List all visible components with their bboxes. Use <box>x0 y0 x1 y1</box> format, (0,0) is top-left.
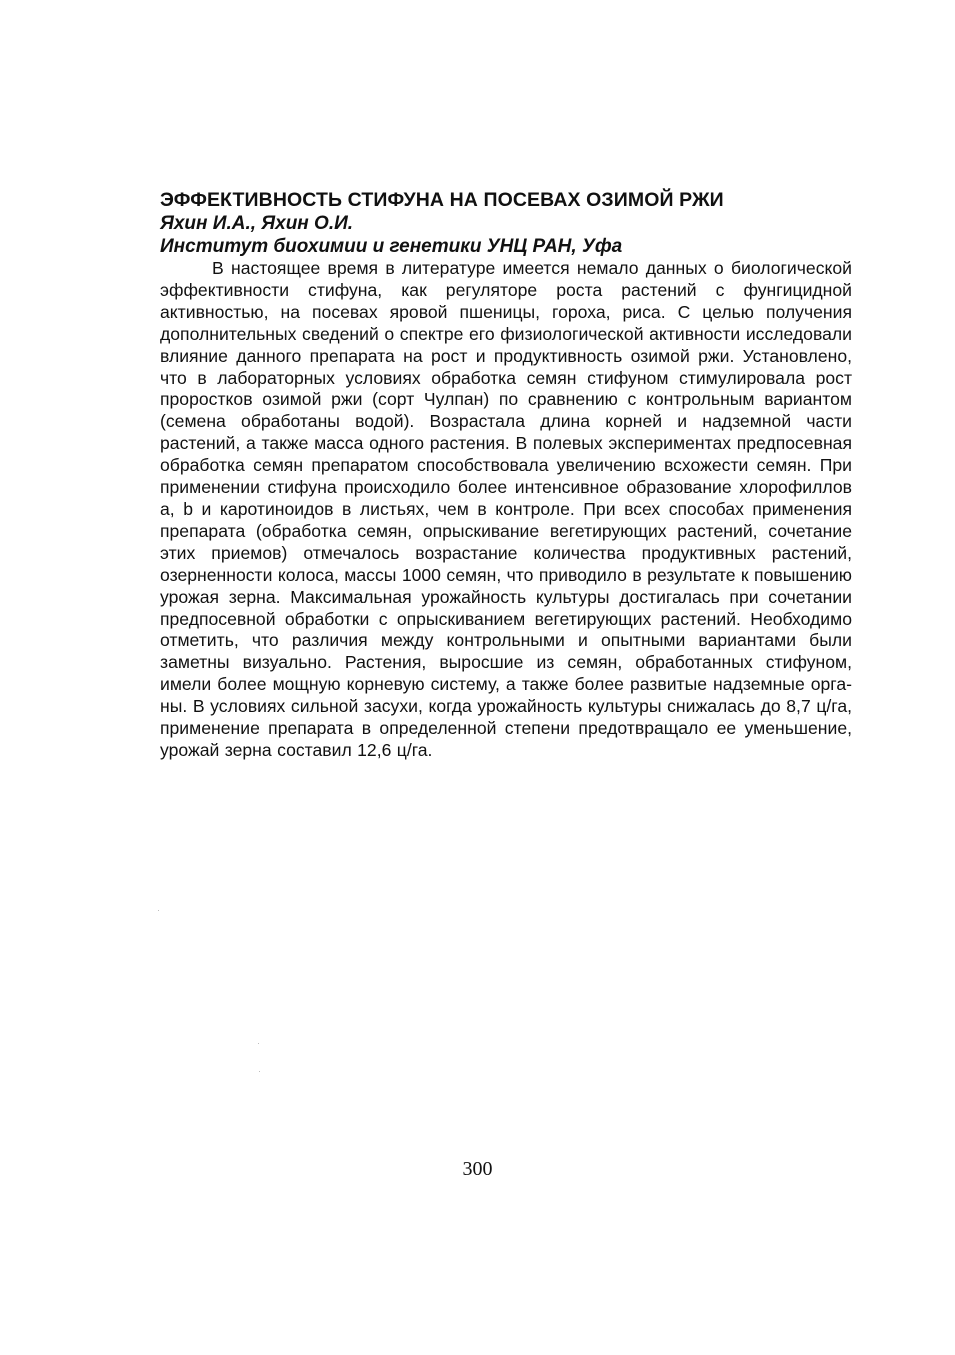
article-institute: Институт биохимии и генетики УНЦ РАН, Уфа <box>160 236 623 257</box>
article-title: ЭФФЕКТИВНОСТЬ СТИФУНА НА ПОСЕВАХ ОЗИМОЙ РЖИ <box>160 189 724 211</box>
article <box>160 188 852 762</box>
scan-speck <box>158 910 159 911</box>
scan-speck <box>258 1043 259 1044</box>
article-body: В настоящее время в литературе имеется немало данных о биологической эффективности стифуна, как регуляторе роста растений с фунгицидной активностью, на посевах яровой пшеницы, гороха, риса. С целью получения дополнительных сведений о спектре его физиологической активности исследовали влияние данного препарата на рост и продуктивность озимой ржи. Установлено, что в лабораторных условиях обработка семян стифуном стимулировала рост проростков озимой ржи (сорт Чулпан) по сравнению с контрольным вариантом (семена обработаны водой). Возрастала длина корней и надземной части растений, а также масса одного растения. В полевых экспериментах предпосевная обработка семян препаратом способствовала увеличению всхожести семян. При применении стифуна происходило более интенсивное образование хлорофиллов а, b и каротиноидов в листьях, чем в контроле. При всех способах применения препарата (обработка семян, опрыскивание вегетирующих растений, сочетание этих приемов) отмечалось возрастание количества продуктивных растений, озерненности колоса, массы 1000 семян, что приводило в результате к повышению урожая зерна. Максимальная урожайность культуры достигалась при сочетании предпосевной обработки с опрыскиванием вегетирующих растений. Необходимо отметить, что различия между контрольными и опытными вариантами были заметны визуально. Растения, выросшие из семян, обработанных стифуном, имели более мощную корневую систему, а также более развитые надземные органы. В условиях сильной засухи, когда урожайность культуры снижалась до 8,7 ц/га, применение препарата в определенной степени предотвращало ее уменьшение, урожай зерна составил 12,6 ц/га. <box>160 258 852 760</box>
scan-speck <box>259 1071 260 1072</box>
article-authors: Яхин И.А., Яхин О.И. <box>160 213 354 234</box>
page-number: 300 <box>462 1158 493 1180</box>
